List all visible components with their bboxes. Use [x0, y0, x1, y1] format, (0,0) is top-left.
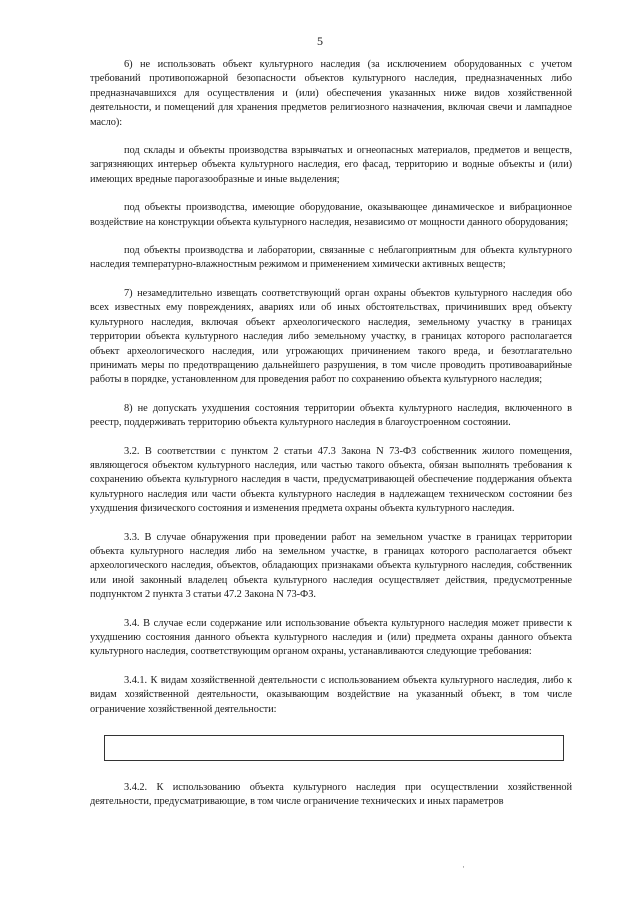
- page-number: 5: [317, 34, 323, 48]
- paragraph: под объекты производства, имеющие оборудование, оказывающее динамическое и вибрационное воздействие на конструкции объекта культурного наследия, независимо от мощности данного оборудования;: [90, 202, 572, 228]
- scan-mark: ·: [462, 862, 465, 872]
- paragraph: под объекты производства и лаборатории, связанные с неблагоприятным для объекта культурного наследия температурно-влажностным режимом и применением химически активных веществ;: [90, 245, 572, 271]
- document-body: [90, 58, 572, 824]
- activity-restriction-field[interactable]: [104, 735, 564, 761]
- paragraph: 3.4.1. К видам хозяйственной деятельности с использованием объекта культурного наследия, либо к видам хозяйственной деятельности, оказывающим воздействие на указанный объект, в том числе ограничение хозяйственной деятельности:: [90, 674, 572, 715]
- paragraph: 3.2. В соответствии с пунктом 2 статьи 47.3 Закона N 73-ФЗ собственник жилого помещения, являющегося объектом культурного наследия, или частью такого объекта, обязан выполнять требования к сохранению объекта культурного наследия в части, предусматривающей обеспечение поддержания объекта культурного наследия или части объекта культурного наследия в надлежащем техническом состоянии без ухудшения физического состояния и изменения предмета охраны объекта культурного наследия.: [90, 445, 572, 515]
- paragraph: 8) не допускать ухудшения состояния территории объекта культурного наследия, включенного в реестр, поддерживать территорию объекта культурного наследия в благоустроенном состоянии.: [90, 402, 572, 429]
- paragraph: 6) не использовать объект культурного наследия (за исключением оборудованных с учетом требований противопожарной безопасности объектов культурного наследия, предназначенных либо предназначавшихся для осуществления и (или) обеспечения указанных ниже видов хозяйственной деятельности, и помещений для хранения предметов религиозного назначения, включая свечи и лампадное масло):: [90, 59, 572, 128]
- paragraph: 3.4. В случае если содержание или использование объекта культурного наследия может привести к ухудшению состояния данного объекта культурного наследия и (или) предмета охраны данного объекта культурного наследия, соответствующим органом охраны, устанавливаются следующие требования:: [90, 617, 572, 658]
- paragraph: 3.3. В случае обнаружения при проведении работ на земельном участке в границах территории объекта культурного наследия либо на земельном участке, в границах которого располагается объект археологического наследия, объектов, обладающих признаками объекта культурного наследия, собственник или иной законный владелец объекта культурного наследия осуществляет действия, предусмотренные подпунктом 2 пункта 3 статьи 47.2 Закона N 73-ФЗ.: [90, 531, 572, 601]
- paragraph: под склады и объекты производства взрывчатых и огнеопасных материалов, предметов и веществ, загрязняющих интерьер объекта культурного наследия, его фасад, территорию и водные объекты и (или) имеющих вредные парогазообразные и иные выделения;: [90, 145, 572, 185]
- paragraph: 7) незамедлительно извещать соответствующий орган охраны объектов культурного наследия обо всех известных ему повреждениях, авариях или об иных обстоятельствах, причинивших вред объекту культурного наследия, включая объект археологического наследия, земельному участку в границах территории объекта культурного наследия либо земельному участку, в границах которого располагается объект археологического наследия, или угрожающих причинением такого вреда, и безотлагательно принимать меры по предотвращению дальнейшего разрушения, в том числе проводить противоаварийные работы в порядке, установленном для проведения работ по сохранению объекта культурного наследия;: [90, 287, 572, 386]
- paragraph: 3.4.2. К использованию объекта культурного наследия при осуществлении хозяйственной деятельности, предусматривающие, в том числе ограничение технических и иных параметров: [90, 782, 572, 808]
